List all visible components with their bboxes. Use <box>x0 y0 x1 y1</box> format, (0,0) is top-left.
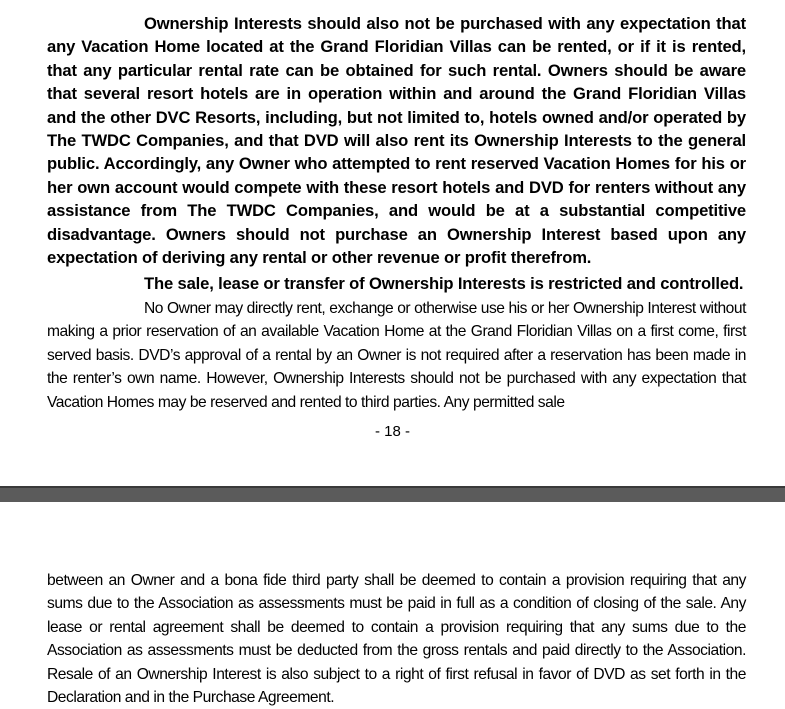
page-separator <box>0 486 785 502</box>
page-number: - 18 - <box>374 423 410 440</box>
page-separator-edge <box>0 486 785 488</box>
reservation-paragraph: No Owner may directly rent, exchange or otherwise use his or her Ownership Interest without making a prior reservation of an available Vacation Home at the Grand Floridian Villas on a first come, first served basis. DVD’s approval of a rental by an Owner is not required after a reservation has been made in the renter’s own name. However, Ownership Interests should not be purchased with any expectation that Vacation Homes may be reserved and rented to third parties. Any permitted sale <box>47 300 746 411</box>
restriction-heading: The sale, lease or transfer of Ownership Interests is restricted and controlled. <box>144 274 744 293</box>
continued-sale-paragraph: between an Owner and a bona fide third party shall be deemed to contain a provision requiring that any sums due to the Association as assessments must be paid in full as a condition of closing of the sale. Any lease or rental agreement shall be deemed to contain a provision requiring that any sums due to the Association as assessments must be deducted from the gross rentals and paid directly to the Association. Resale of an Ownership Interest is also subject to a right of first refusal in favor of DVD as set forth in the Declaration and in the Purchase Agreement. <box>47 572 746 707</box>
rental-expectation-paragraph: Ownership Interests should also not be purchased with any expectation that any Vacation Home located at the Grand Floridian Villas can be rented, or if it is rented, that any particular rental rate can be obtained for such rental. Owners should be aware that several resort hotels are in operation within and around the Grand Floridian Villas and the other DVC Resorts, including, but not limited to, hotels owned and/or operated by The TWDC Companies, and that DVD will also rent its Ownership Interests to the general public. Accordingly, any Owner who attempted to rent reserved Vacation Homes for his or her own account would compete with these resort hotels and DVD for renters without any assistance from The TWDC Companies, and would be at a substantial competitive disadvantage. Owners should not purchase an Ownership Interest based upon any expectation of deriving any rental or other revenue or profit therefrom. <box>47 14 746 268</box>
